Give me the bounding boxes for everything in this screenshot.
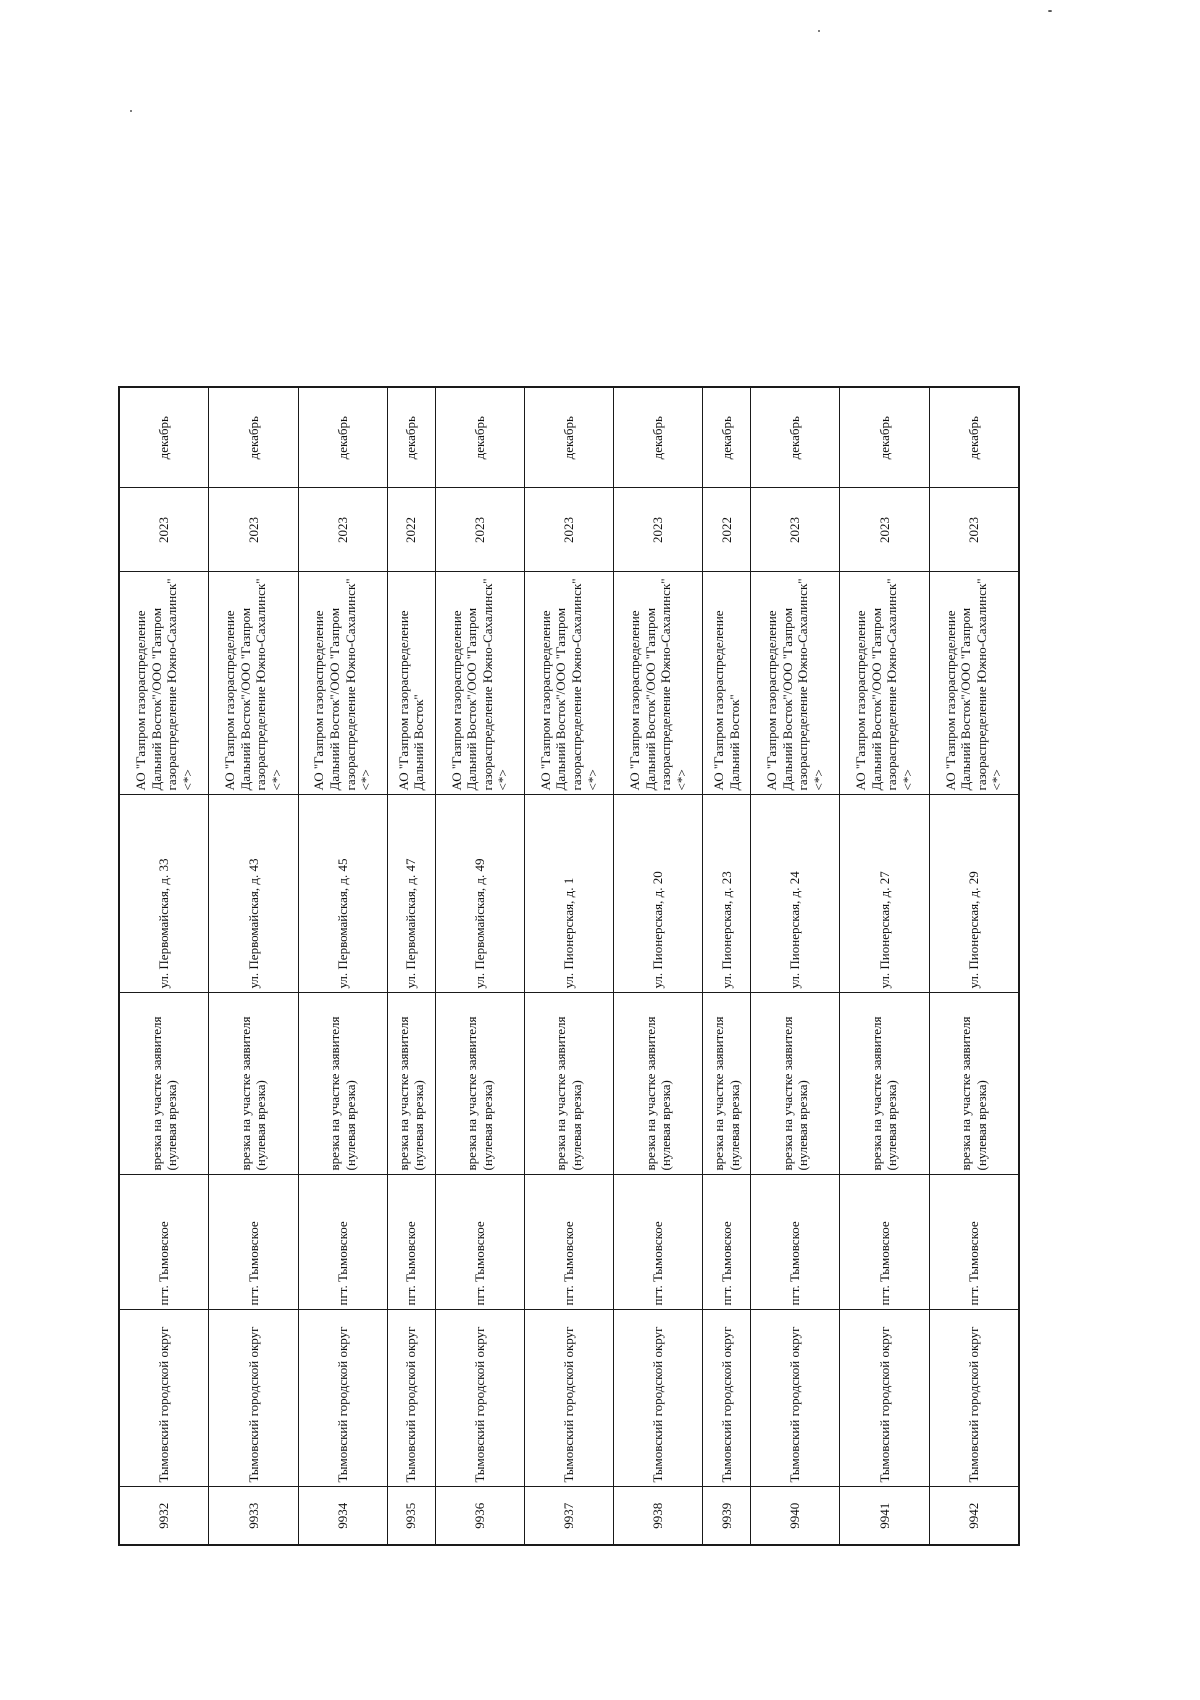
month-cell: декабрь	[751, 387, 840, 488]
district-cell: Тымовский городской округ	[298, 1310, 387, 1487]
address-cell: ул. Пионерская, д. 23	[703, 795, 751, 993]
rotated-table-container	[118, 388, 1020, 1546]
organization-cell: АО "Газпром газораспределение Дальний Восток"/ООО "Газпром газораспределение Южно-Сахалинск" <*>	[209, 572, 298, 795]
work-type-cell: врезка на участке заявителя (нулевая врезка)	[840, 993, 929, 1175]
organization-cell: АО "Газпром газораспределение Дальний Восток"/ООО "Газпром газораспределение Южно-Сахалинск" <*>	[298, 572, 387, 795]
district-cell: Тымовский городской округ	[929, 1310, 1019, 1487]
table-row	[929, 387, 1019, 1545]
address-cell: ул. Пионерская, д. 24	[751, 795, 840, 993]
month-cell: декабрь	[387, 387, 435, 488]
scan-speck	[130, 110, 132, 112]
table-row	[840, 387, 929, 1545]
month-cell: декабрь	[929, 387, 1019, 488]
organization-cell: АО "Газпром газораспределение Дальний Восток"/ООО "Газпром газораспределение Южно-Сахалинск" <*>	[614, 572, 703, 795]
work-type-cell: врезка на участке заявителя (нулевая врезка)	[209, 993, 298, 1175]
table-body	[119, 387, 1019, 1545]
table-row	[119, 387, 209, 1545]
address-cell: ул. Первомайская, д. 45	[298, 795, 387, 993]
month-cell: декабрь	[209, 387, 298, 488]
year-cell: 2023	[929, 488, 1019, 572]
row-number: 9939	[703, 1487, 751, 1545]
month-cell: декабрь	[703, 387, 751, 488]
work-type-cell: врезка на участке заявителя (нулевая врезка)	[435, 993, 524, 1175]
district-cell: Тымовский городской округ	[524, 1310, 613, 1487]
year-cell: 2023	[209, 488, 298, 572]
district-cell: Тымовский городской округ	[840, 1310, 929, 1487]
scan-speck	[818, 30, 820, 32]
address-cell: ул. Пионерская, д. 1	[524, 795, 613, 993]
locality-cell: пгт. Тымовское	[119, 1175, 209, 1310]
locality-cell: пгт. Тымовское	[703, 1175, 751, 1310]
organization-cell: АО "Газпром газораспределение Дальний Восток"/ООО "Газпром газораспределение Южно-Сахалинск" <*>	[751, 572, 840, 795]
month-cell: декабрь	[524, 387, 613, 488]
district-cell: Тымовский городской округ	[435, 1310, 524, 1487]
locality-cell: пгт. Тымовское	[524, 1175, 613, 1310]
table-row	[298, 387, 387, 1545]
locality-cell: пгт. Тымовское	[751, 1175, 840, 1310]
row-number: 9936	[435, 1487, 524, 1545]
year-cell: 2023	[298, 488, 387, 572]
district-cell: Тымовский городской округ	[703, 1310, 751, 1487]
gasification-schedule-table	[118, 386, 1020, 1546]
row-number: 9941	[840, 1487, 929, 1545]
year-cell: 2023	[435, 488, 524, 572]
table-row	[614, 387, 703, 1545]
organization-cell: АО "Газпром газораспределение Дальний Восток"	[387, 572, 435, 795]
row-number: 9938	[614, 1487, 703, 1545]
address-cell: ул. Первомайская, д. 47	[387, 795, 435, 993]
year-cell: 2023	[119, 488, 209, 572]
district-cell: Тымовский городской округ	[614, 1310, 703, 1487]
table-row	[703, 387, 751, 1545]
organization-cell: АО "Газпром газораспределение Дальний Восток"/ООО "Газпром газораспределение Южно-Сахалинск" <*>	[119, 572, 209, 795]
month-cell: декабрь	[119, 387, 209, 488]
address-cell: ул. Пионерская, д. 27	[840, 795, 929, 993]
row-number: 9932	[119, 1487, 209, 1545]
locality-cell: пгт. Тымовское	[840, 1175, 929, 1310]
row-number: 9937	[524, 1487, 613, 1545]
address-cell: ул. Первомайская, д. 49	[435, 795, 524, 993]
row-number: 9934	[298, 1487, 387, 1545]
year-cell: 2022	[387, 488, 435, 572]
month-cell: декабрь	[435, 387, 524, 488]
year-cell: 2023	[840, 488, 929, 572]
locality-cell: пгт. Тымовское	[929, 1175, 1019, 1310]
organization-cell: АО "Газпром газораспределение Дальний Восток"/ООО "Газпром газораспределение Южно-Сахалинск" <*>	[929, 572, 1019, 795]
work-type-cell: врезка на участке заявителя (нулевая врезка)	[751, 993, 840, 1175]
locality-cell: пгт. Тымовское	[298, 1175, 387, 1310]
row-number: 9933	[209, 1487, 298, 1545]
row-number: 9940	[751, 1487, 840, 1545]
work-type-cell: врезка на участке заявителя (нулевая врезка)	[703, 993, 751, 1175]
organization-cell: АО "Газпром газораспределение Дальний Восток"	[703, 572, 751, 795]
work-type-cell: врезка на участке заявителя (нулевая врезка)	[298, 993, 387, 1175]
locality-cell: пгт. Тымовское	[614, 1175, 703, 1310]
locality-cell: пгт. Тымовское	[209, 1175, 298, 1310]
district-cell: Тымовский городской округ	[119, 1310, 209, 1487]
district-cell: Тымовский городской округ	[387, 1310, 435, 1487]
work-type-cell: врезка на участке заявителя (нулевая врезка)	[614, 993, 703, 1175]
table-row	[435, 387, 524, 1545]
address-cell: ул. Пионерская, д. 29	[929, 795, 1019, 993]
table-row	[387, 387, 435, 1545]
address-cell: ул. Пионерская, д. 20	[614, 795, 703, 993]
work-type-cell: врезка на участке заявителя (нулевая врезка)	[524, 993, 613, 1175]
row-number: 9935	[387, 1487, 435, 1545]
organization-cell: АО "Газпром газораспределение Дальний Восток"/ООО "Газпром газораспределение Южно-Сахалинск" <*>	[840, 572, 929, 795]
month-cell: декабрь	[840, 387, 929, 488]
row-number: 9942	[929, 1487, 1019, 1545]
locality-cell: пгт. Тымовское	[435, 1175, 524, 1310]
year-cell: 2022	[703, 488, 751, 572]
district-cell: Тымовский городской округ	[751, 1310, 840, 1487]
organization-cell: АО "Газпром газораспределение Дальний Восток"/ООО "Газпром газораспределение Южно-Сахалинск" <*>	[435, 572, 524, 795]
table-row	[524, 387, 613, 1545]
work-type-cell: врезка на участке заявителя (нулевая врезка)	[119, 993, 209, 1175]
year-cell: 2023	[614, 488, 703, 572]
table-row	[751, 387, 840, 1545]
locality-cell: пгт. Тымовское	[387, 1175, 435, 1310]
district-cell: Тымовский городской округ	[209, 1310, 298, 1487]
month-cell: декабрь	[614, 387, 703, 488]
year-cell: 2023	[751, 488, 840, 572]
table-row	[209, 387, 298, 1545]
work-type-cell: врезка на участке заявителя (нулевая врезка)	[929, 993, 1019, 1175]
month-cell: декабрь	[298, 387, 387, 488]
address-cell: ул. Первомайская, д. 33	[119, 795, 209, 993]
work-type-cell: врезка на участке заявителя (нулевая врезка)	[387, 993, 435, 1175]
address-cell: ул. Первомайская, д. 43	[209, 795, 298, 993]
year-cell: 2023	[524, 488, 613, 572]
scan-speck	[1048, 10, 1052, 12]
organization-cell: АО "Газпром газораспределение Дальний Восток"/ООО "Газпром газораспределение Южно-Сахалинск" <*>	[524, 572, 613, 795]
